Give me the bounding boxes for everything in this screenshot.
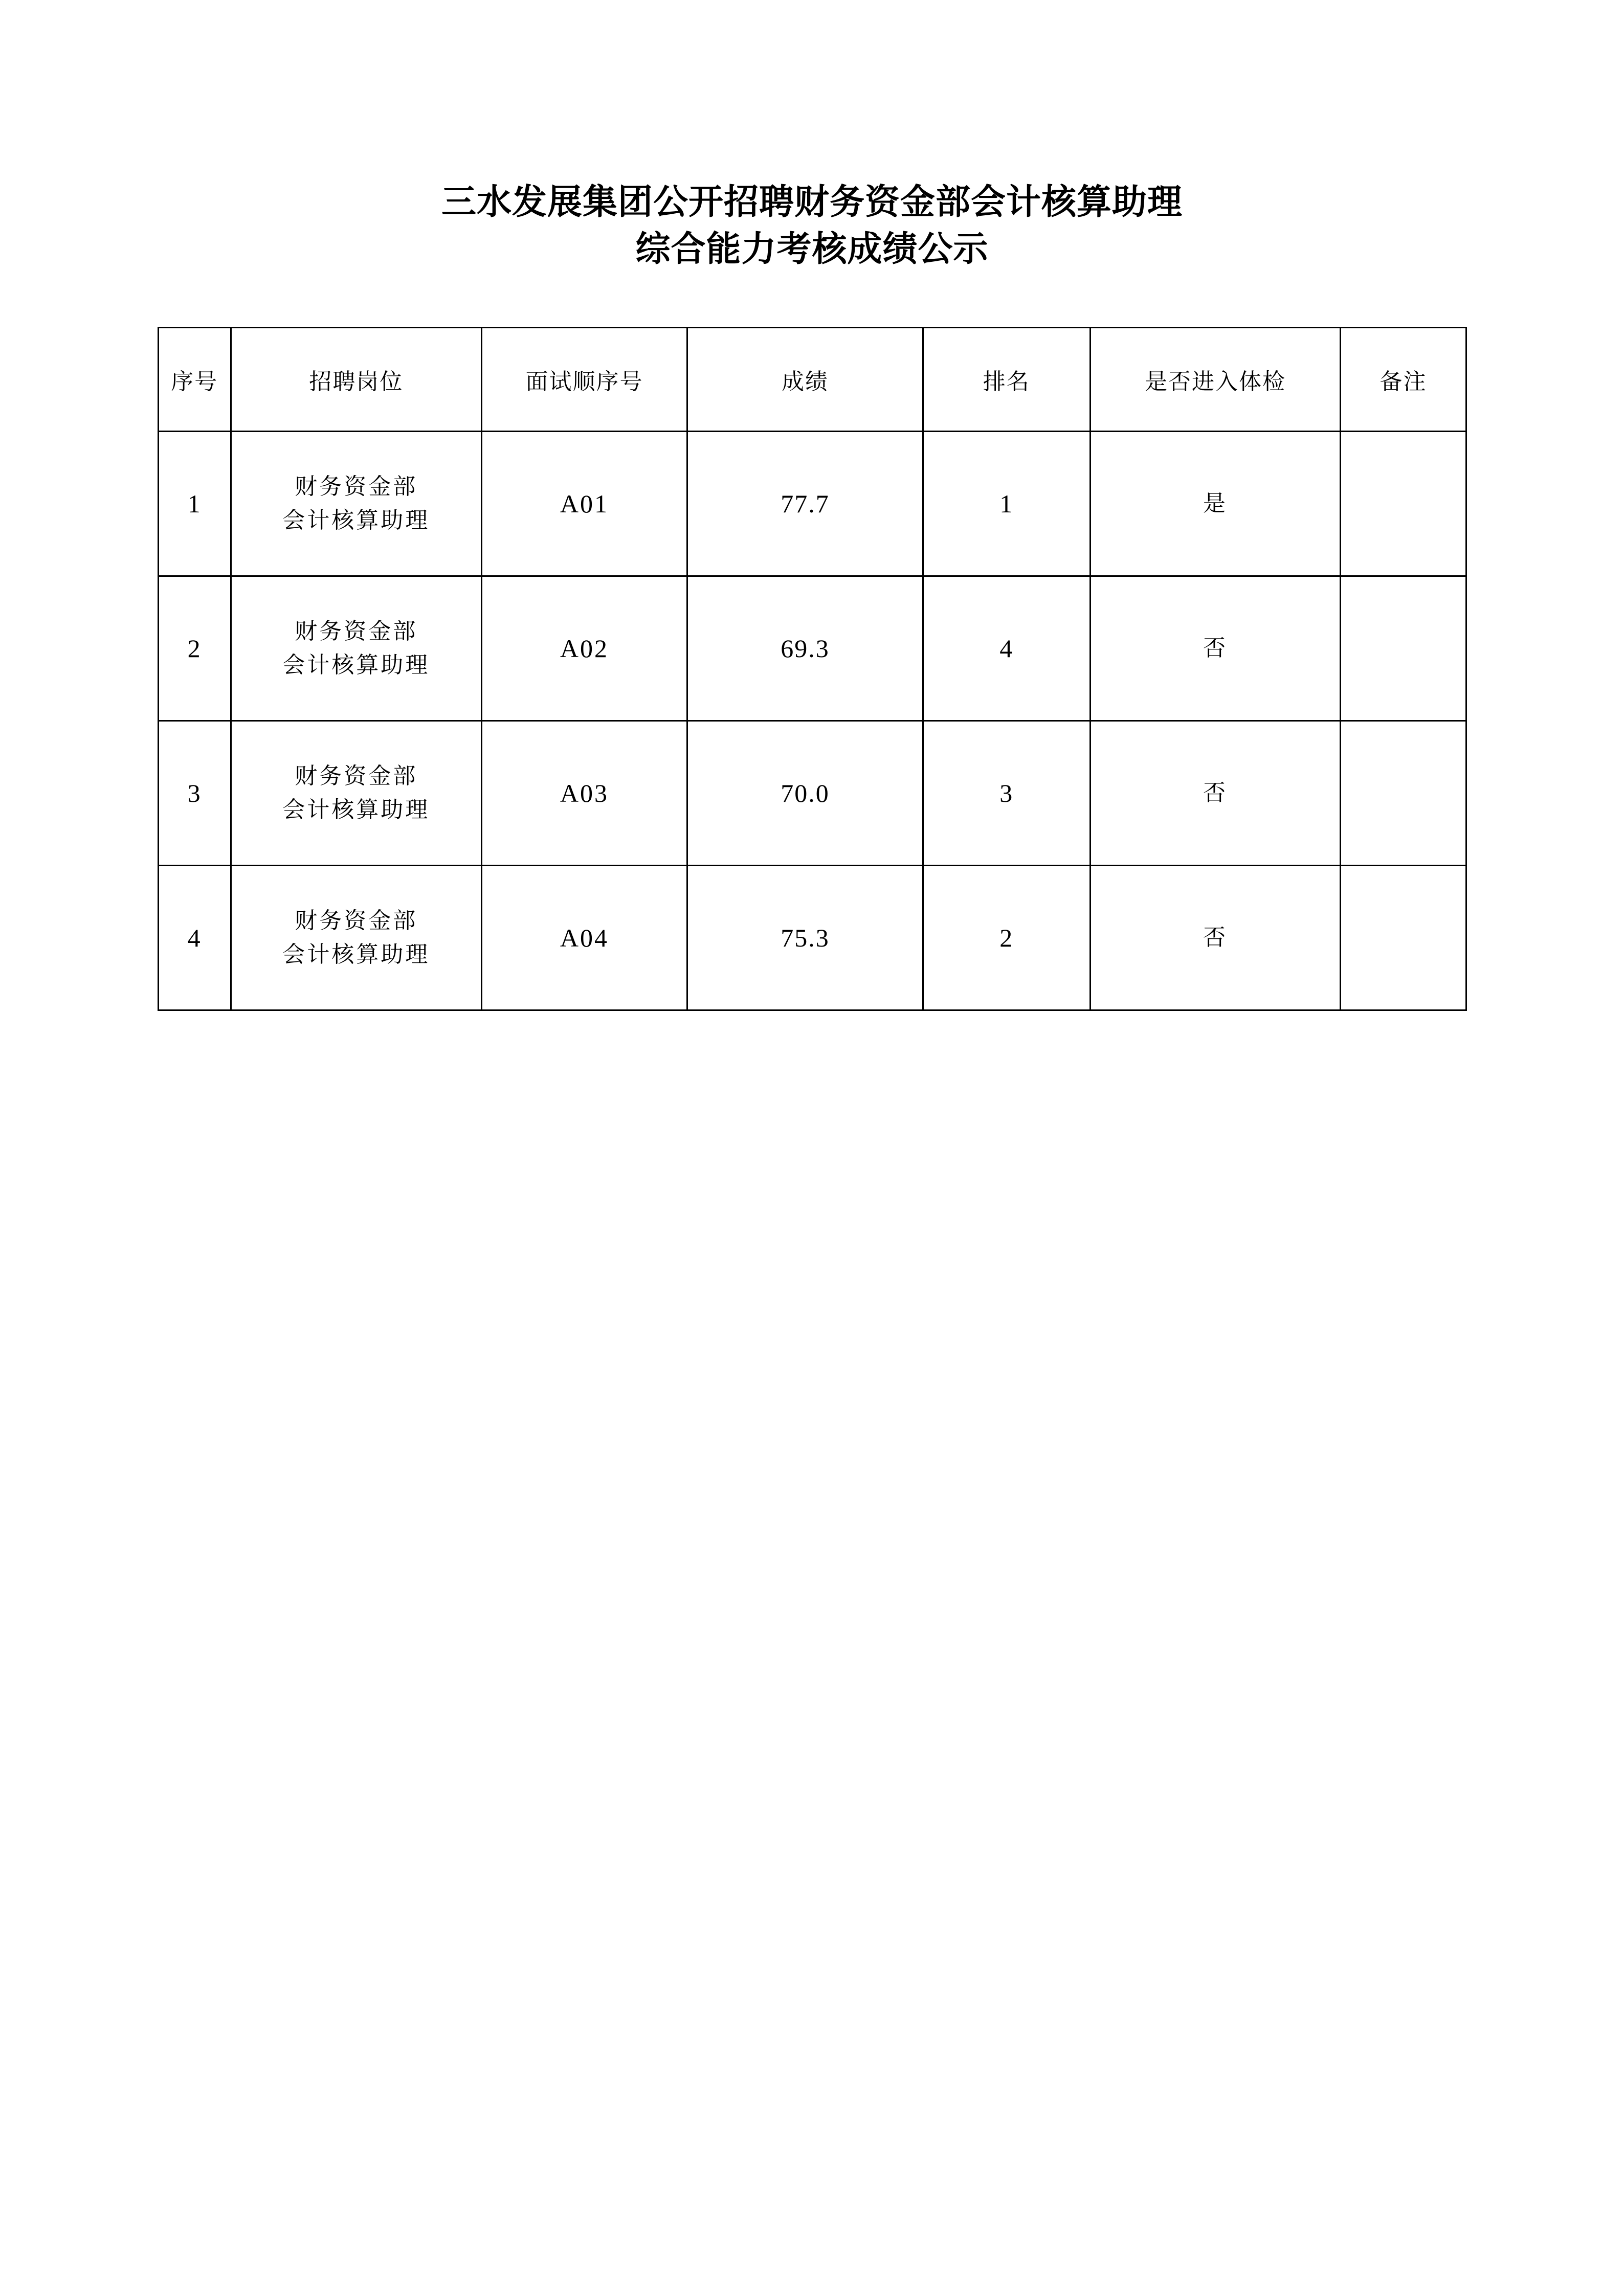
cell-post-line1: 财务资金部 bbox=[295, 907, 418, 934]
cell-post-line1: 财务资金部 bbox=[295, 473, 418, 500]
table-header-row bbox=[158, 327, 1466, 431]
column-header-medical: 是否进入体检 bbox=[1090, 327, 1341, 431]
cell-rank: 3 bbox=[923, 721, 1090, 865]
cell-score: 75.3 bbox=[687, 865, 923, 1010]
cell-remark bbox=[1341, 431, 1466, 576]
cell-interview-no: A01 bbox=[481, 431, 687, 576]
cell-post-line2: 会计核算助理 bbox=[282, 507, 430, 533]
column-header-remark: 备注 bbox=[1341, 327, 1466, 431]
table-row bbox=[158, 576, 1466, 721]
cell-post-line1: 财务资金部 bbox=[295, 762, 418, 789]
cell-remark bbox=[1341, 576, 1466, 721]
cell-rank: 4 bbox=[923, 576, 1090, 721]
title-line-2: 综合能力考核成绩公示 bbox=[635, 229, 989, 269]
cell-post-line2: 会计核算助理 bbox=[282, 941, 430, 967]
table-row bbox=[158, 865, 1466, 1010]
cell-score: 77.7 bbox=[687, 431, 923, 576]
score-table bbox=[158, 327, 1467, 1011]
page-title bbox=[0, 0, 1624, 273]
column-header-rank: 排名 bbox=[923, 327, 1090, 431]
cell-interview-no: A02 bbox=[481, 576, 687, 721]
cell-post-line2: 会计核算助理 bbox=[282, 651, 430, 678]
cell-seq: 2 bbox=[158, 576, 231, 721]
table-body bbox=[158, 431, 1466, 1010]
cell-post bbox=[231, 431, 481, 576]
cell-score: 69.3 bbox=[687, 576, 923, 721]
cell-post bbox=[231, 576, 481, 721]
cell-remark bbox=[1341, 865, 1466, 1010]
cell-rank: 1 bbox=[923, 431, 1090, 576]
cell-post bbox=[231, 865, 481, 1010]
cell-post bbox=[231, 721, 481, 865]
cell-interview-no: A03 bbox=[481, 721, 687, 865]
cell-post-line1: 财务资金部 bbox=[295, 618, 418, 644]
column-header-interview-no: 面试顺序号 bbox=[481, 327, 687, 431]
cell-seq: 1 bbox=[158, 431, 231, 576]
cell-interview-no: A04 bbox=[481, 865, 687, 1010]
cell-medical: 是 bbox=[1090, 431, 1341, 576]
table-row bbox=[158, 721, 1466, 865]
cell-seq: 4 bbox=[158, 865, 231, 1010]
cell-rank: 2 bbox=[923, 865, 1090, 1010]
table-row bbox=[158, 431, 1466, 576]
column-header-post: 招聘岗位 bbox=[231, 327, 481, 431]
cell-score: 70.0 bbox=[687, 721, 923, 865]
column-header-seq: 序号 bbox=[158, 327, 231, 431]
score-table-container bbox=[158, 327, 1467, 1011]
cell-medical: 否 bbox=[1090, 721, 1341, 865]
table-header bbox=[158, 327, 1466, 431]
cell-seq: 3 bbox=[158, 721, 231, 865]
column-header-score: 成绩 bbox=[687, 327, 923, 431]
cell-post-line2: 会计核算助理 bbox=[282, 796, 430, 823]
cell-medical: 否 bbox=[1090, 576, 1341, 721]
cell-medical: 否 bbox=[1090, 865, 1341, 1010]
title-line-1: 三水发展集团公开招聘财务资金部会计核算助理 bbox=[441, 182, 1183, 222]
cell-remark bbox=[1341, 721, 1466, 865]
